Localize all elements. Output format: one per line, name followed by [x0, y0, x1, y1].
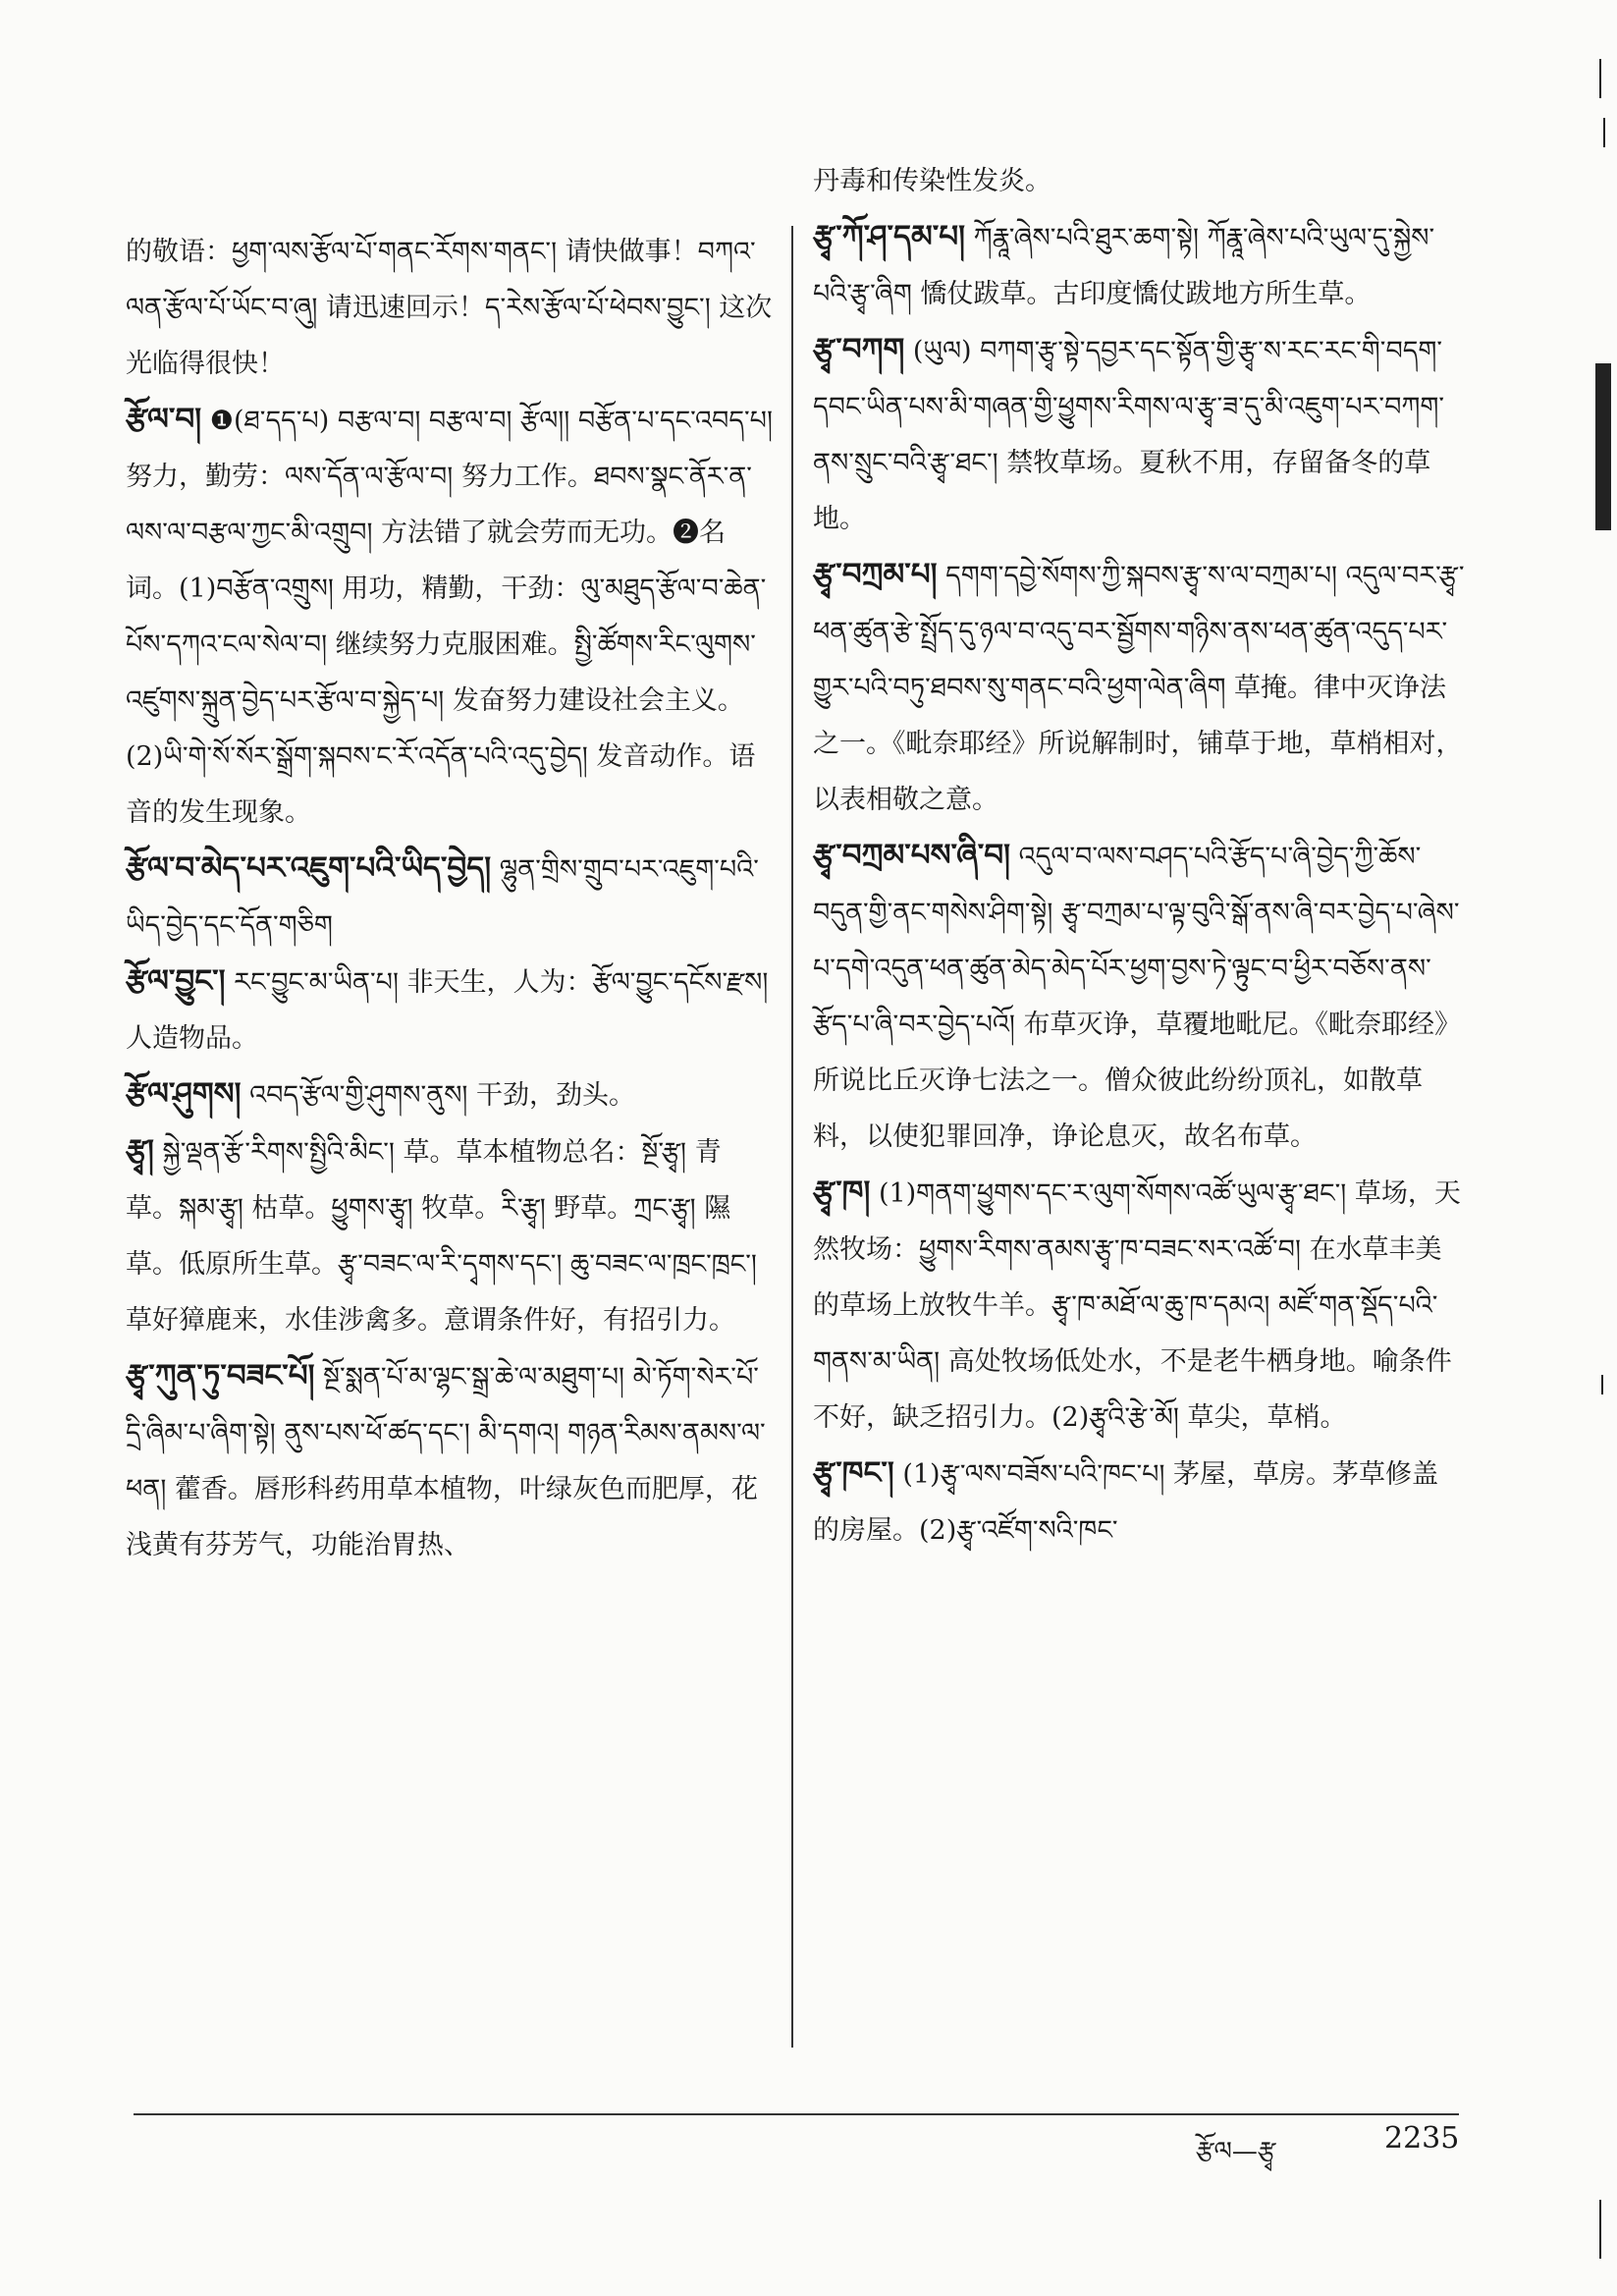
entry: [126, 1348, 774, 1573]
entry: [813, 1446, 1465, 1558]
entry-text: སྐྱེ་ལྡན་རྩོ་རིགས་སྤྱིའི་མིང་། 草。草本植物总名：སྔོ་རྩྭ། 青草。སྐམ་རྩྭ། 枯草。ཕྱུགས་རྩྭ། 牧草。རི་རྩྭ། 野草。ཀྲང་རྩྭ། 隰草。低原所生草。རྩྭ་བཟང་ལ་རི་དྭགས་དང་། ཆུ་བཟང་ལ་ཁྲང་ཁྲང་། 草好獐鹿来，水佳涉禽多。意谓条件好，有招引力。: [126, 1137, 757, 1336]
entry-continuation: [126, 224, 774, 392]
entry: [126, 1066, 774, 1123]
entry-text: (ཡུལ) བཀག་རྩྭ་སྟེ་དབྱར་དང་སྟོན་གྱི་རྩྭ་ས་རང་རང་གི་བདག་དབང་ཡིན་པས་མི་གཞན་གྱི་ཕྱུགས་རིགས་ལ་རྩྭ་ཟ་དུ་མི་འཇུག་པར་བཀག་ནས་སྲུང་བའི་རྩྭ་ཐང་། 禁牧草场。夏秋不用，存留备冬的草地。: [813, 336, 1445, 534]
entry-headword: རྩོལ་བྱུང་།: [126, 963, 226, 999]
entry-text: 丹毒和传染性发炎。: [813, 166, 1051, 196]
entry-headword: རྩོལ་ཤུགས།: [126, 1076, 242, 1112]
entry: [126, 954, 774, 1066]
entry-headword: རྩྭ་ཁང་།: [813, 1455, 894, 1491]
entry: [813, 828, 1465, 1165]
left-column: [126, 224, 774, 1573]
entry-headword: རྩོལ་བ།: [126, 402, 202, 437]
entry-text: 的敬语：ཕྱག་ལས་རྩོལ་པོ་གནང་རོགས་གནང་། 请快做事！བཀའ་ལན་རྩོལ་པོ་ཡོང་བ་ཞུ། 请迅速回示！ད་རེས་རྩོལ་པོ་ཕེབས་བྱུང་། 这次光临得很快！: [126, 237, 773, 379]
running-head: རྩོལ—རྩྭ: [1196, 2137, 1276, 2166]
column-divider: [791, 226, 793, 2048]
entry: [813, 322, 1465, 547]
footer-rule: [134, 2113, 1459, 2115]
entry-headword: རྩྭ་བཀྲམ་པས་ཞི་བ།: [813, 838, 1011, 873]
entry: [126, 1123, 774, 1348]
entry-headword: རྩྭ་བཀྲམ་པ།: [813, 557, 938, 592]
entry: [813, 1165, 1465, 1446]
entry-headword: རྩྭ།: [126, 1133, 154, 1169]
entry-headword: རྩྭ་བཀག: [813, 332, 905, 367]
entry: [126, 841, 774, 954]
entry-text: (1)གནག་ཕྱུགས་དང་ར་ལུག་སོགས་འཚོ་ཡུལ་རྩྭ་ཐང་། 草场，天然牧场：ཕྱུགས་རིགས་ནམས་རྩྭ་ཁ་བཟང་སར་འཚོ་བ། 在水草丰美的草场上放牧牛羊。རྩྭ་ཁ་མཐོ་ལ་ཆུ་ཁ་དམའ། མཛོ་གན་སྡོད་པའི་གནས་མ་ཡིན། 高处牧场低处水，不是老牛栖身地。喻条件不好，缺乏招引力。(2)རྩྭའི་རྩེ་མོ། 草尖，草梢。: [813, 1178, 1461, 1433]
right-column: [813, 166, 1465, 1558]
page-number: 2235: [1384, 2121, 1460, 2156]
entry-continuation: [813, 153, 1465, 209]
entry-text: དགག་དབྱེ་སོགས་ཀྱི་སྐབས་རྩྭ་ས་ལ་བཀྲམ་པ། འདུལ་བར་རྩྭ་ཕན་ཚུན་རྩེ་སྤྲོད་དུ་ཉལ་བ་འདུ་བར་སྦྱོགས་གཉིས་ནས་ཕན་ཚུན་འདུད་པར་གྱུར་པའི་བཏུ་ཐབས་སུ་གནང་བའི་ཕྱག་ལེན་ཞིག 草掩。律中灭诤法之一。《毗奈耶经》所说解制时，铺草于地，草梢相对，以表相敬之意。: [813, 561, 1465, 815]
entry-headword: རྩོལ་བ་མེད་པར་འཇུག་པའི་ཡིད་བྱེད།: [126, 850, 492, 886]
entry-text: རང་བྱུང་མ་ཡིན་པ། 非天生，人为：རྩོལ་བྱུང་དངོས་རྫས། 人造物品。: [126, 967, 769, 1054]
entry-text: འབད་རྩོལ་གྱི་ཤུགས་ནུས། 干劲，劲头。: [249, 1080, 635, 1111]
entry-headword: རྩྭ་ཀོ་ཤ་དམ་པ།: [813, 219, 965, 254]
entry-text: འདུལ་བ་ལས་བཤད་པའི་རྩོད་པ་ཞི་བྱེད་ཀྱི་ཆོས་བདུན་གྱི་ནང་གསེས་ཤིག་སྟེ། རྩྭ་བཀྲམ་པ་ལྟ་བུའི་སྒོ་ནས་ཞི་བར་བྱེད་པ་ཞེས་པ་དགེ་འདུན་ཕན་ཚུན་མེད་མེད་པོར་ཕྱག་བྱས་ཏེ་ལྟུང་བ་ཕྱིར་བཅོས་ནས་རྩོད་པ་ཞི་བར་བྱེད་པའོ། 布草灭诤，草覆地毗尼。《毗奈耶经》所说比丘灭诤七法之一。僧众彼此纷纷顶礼，如散草料，以使犯罪回净，诤论息灭，故名布草。: [813, 842, 1462, 1152]
scan-edge-marks: [1578, 0, 1617, 2296]
entry-text: ❶(ཐ་དད་པ) བརྩལ་བ། བརྩལ་བ། རྩོལ།། བརྩོན་པ་དང་འབད་པ། 努力，勤劳：ལས་དོན་ལ་རྩོལ་བ། 努力工作。ཐབས་སྣང་ནོར་ན་ལས་ལ་བརྩལ་ཀྱང་མི་འགྲུབ། 方法错了就会劳而无功。❷名词。(1)བརྩོན་འགྲུས། 用功，精勤，干劲：ལུ་མཐུད་རྩོལ་བ་ཆེན་པོས་དཀའ་ངལ་སེལ་བ། 继续努力克服困难。སྤྱི་ཚོགས་རིང་ལུགས་འཛུགས་སྐྲུན་བྱེད་པར་རྩོལ་བ་སྐྱེད་པ། 发奋努力建设社会主义。(2)ཡི་གེ་སོ་སོར་སྒྲོག་སྐབས་ང་རོ་འདོན་པའི་འདུ་བྱེད། 发音动作。语音的发生现象。: [126, 406, 773, 828]
entry-text: སྔོ་སྨན་པོ་མ་ལྷང་སྒྲ་ཆེ་ལ་མཐུག་པ། མེ་ཏོག་སེར་པོ་དྲི་ཞིམ་པ་ཞིག་སྟེ། ནུས་པས་ཕོ་ཚད་དང་། མི་དགའ། གཉན་རིམས་ནམས་ལ་ཕན། 藿香。唇形科药用草本植物，叶绿灰色而肥厚，花浅黄有芬芳气，功能治胃热、: [126, 1362, 766, 1560]
entry-text: ཀོརྣཱ་ཞེས་པའི་ཐུར་ཆག་སྟེ། ཀོརྣཱ་ཞེས་པའི་ཡུལ་དུ་སྐྱེས་པའི་རྩྭ་ཞིག 憍仗跋草。古印度憍仗跋地方所生草。: [813, 223, 1435, 309]
entry: [813, 547, 1465, 828]
entry: [126, 392, 774, 841]
entry-headword: རྩྭ་ཀུན་ཏུ་བཟང་པོ།: [126, 1358, 315, 1394]
entry: [813, 209, 1465, 322]
entry-text: (1)རྩྭ་ལས་བཟོས་པའི་ཁང་པ། 茅屋，草房。茅草修盖的房屋。(2)རྩྭ་འཛོག་སའི་ཁང་: [813, 1459, 1439, 1546]
entry-text: ལྷུན་གྲིས་གྲུབ་པར་འཇུག་པའི་ཡིད་བྱེད་དང་དོན་གཅིག: [126, 854, 759, 941]
entry-headword: རྩྭ་ཁ།: [813, 1175, 871, 1210]
